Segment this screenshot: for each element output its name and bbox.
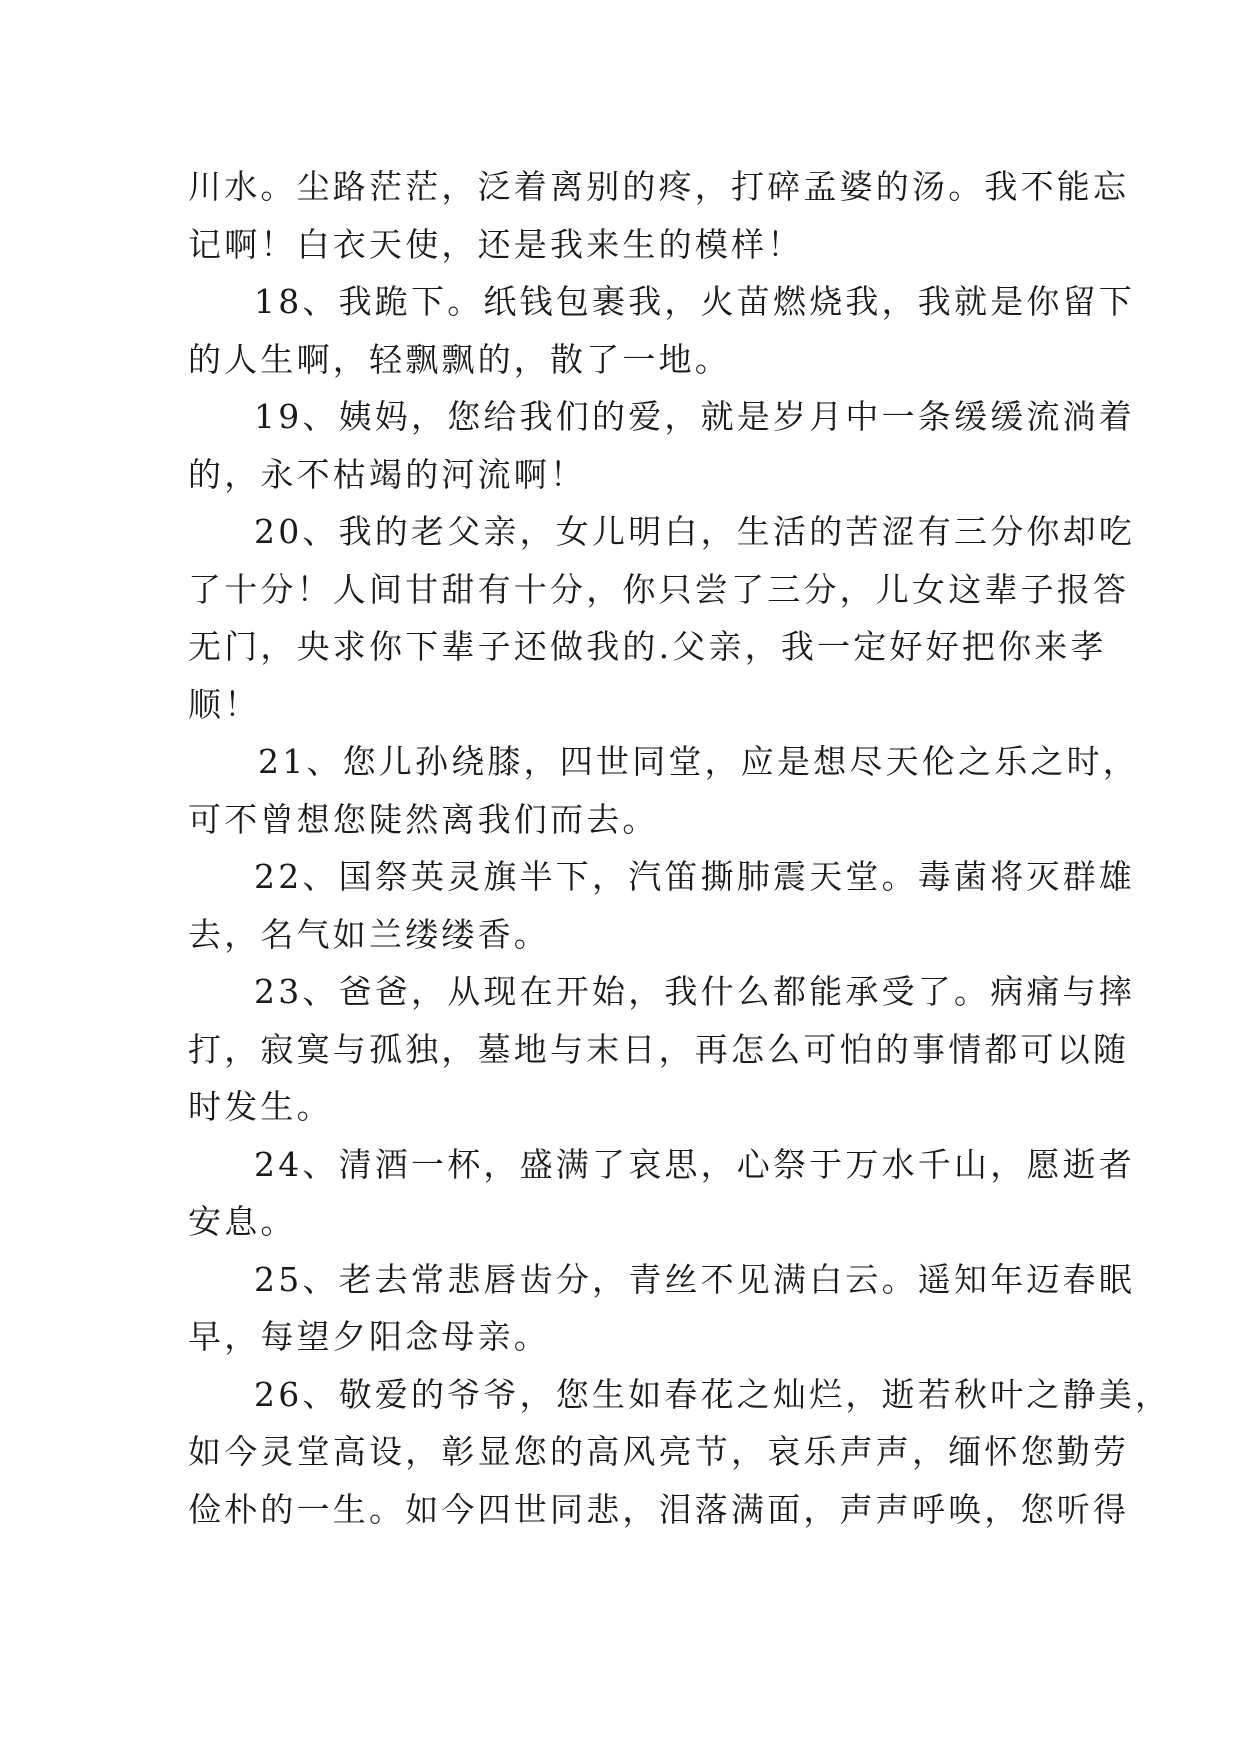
text-line: 打，寂寞与孤独，墓地与末日，再怎么可怕的事情都可以随: [188, 1029, 1130, 1069]
paragraph-25-start: 25、老去常悲唇齿分，青丝不见满白云。遥知年迈春眠: [254, 1259, 1135, 1299]
text-line: 安息。: [188, 1202, 297, 1241]
paragraph-18-start: 18、我跪下。纸钱包裹我，火苗燃烧我，我就是你留下: [254, 282, 1135, 321]
text-line: 如今灵堂高设，彰显您的高风亮节，哀乐声声，缅怀您勤劳: [188, 1432, 1130, 1471]
paragraph-19-start: 19、姨妈，您给我们的爱，就是岁月中一条缓缓流淌着: [254, 397, 1135, 436]
text-line: 顺！: [188, 684, 261, 724]
paragraph-20-start: 20、我的老父亲，女儿明白，生活的苦涩有三分你却吃: [254, 512, 1135, 551]
text-line: 了十分！人间甘甜有十分，你只尝了三分，儿女这辈子报答: [188, 569, 1130, 609]
text-line: 的，永不枯竭的河流啊！: [188, 454, 587, 494]
text-line: 可不曾想您陡然离我们而去。: [188, 799, 659, 839]
paragraph-23-start: 23、爸爸，从现在开始，我什么都能承受了。病痛与摔: [254, 972, 1135, 1011]
text-line: 川水。尘路茫茫，泛着离别的疼，打碎孟婆的汤。我不能忘: [188, 167, 1130, 206]
text-line: 的人生啊，轻飘飘的，散了一地。: [188, 339, 731, 379]
paragraph-24-start: 24、清酒一杯，盛满了哀思，心祭于万水千山，愿逝者: [254, 1144, 1135, 1184]
text-line: 时发生。: [188, 1087, 333, 1126]
paragraph-26-start: 26、敬爱的爷爷，您生如春花之灿烂，逝若秋叶之静美，: [254, 1374, 1172, 1414]
paragraph-21-start: 21、您儿孙绕膝，四世同堂，应是想尽天伦之乐之时，: [258, 742, 1139, 781]
text-line: 去，名气如兰缕缕香。: [188, 914, 550, 954]
text-line: 无门，央求你下辈子还做我的.父亲，我一定好好把你来孝: [188, 627, 1107, 666]
paragraph-22-start: 22、国祭英灵旗半下，汽笛撕肺震天堂。毒菌将灭群雄: [254, 857, 1135, 896]
text-line: 记啊！白衣天使，还是我来生的模样！: [188, 224, 804, 264]
text-line: 早，每望夕阳念母亲。: [188, 1317, 550, 1356]
text-line: 俭朴的一生。如今四世同悲，泪落满面，声声呼唤，您听得: [188, 1489, 1130, 1529]
document-body: [188, 158, 1172, 1538]
